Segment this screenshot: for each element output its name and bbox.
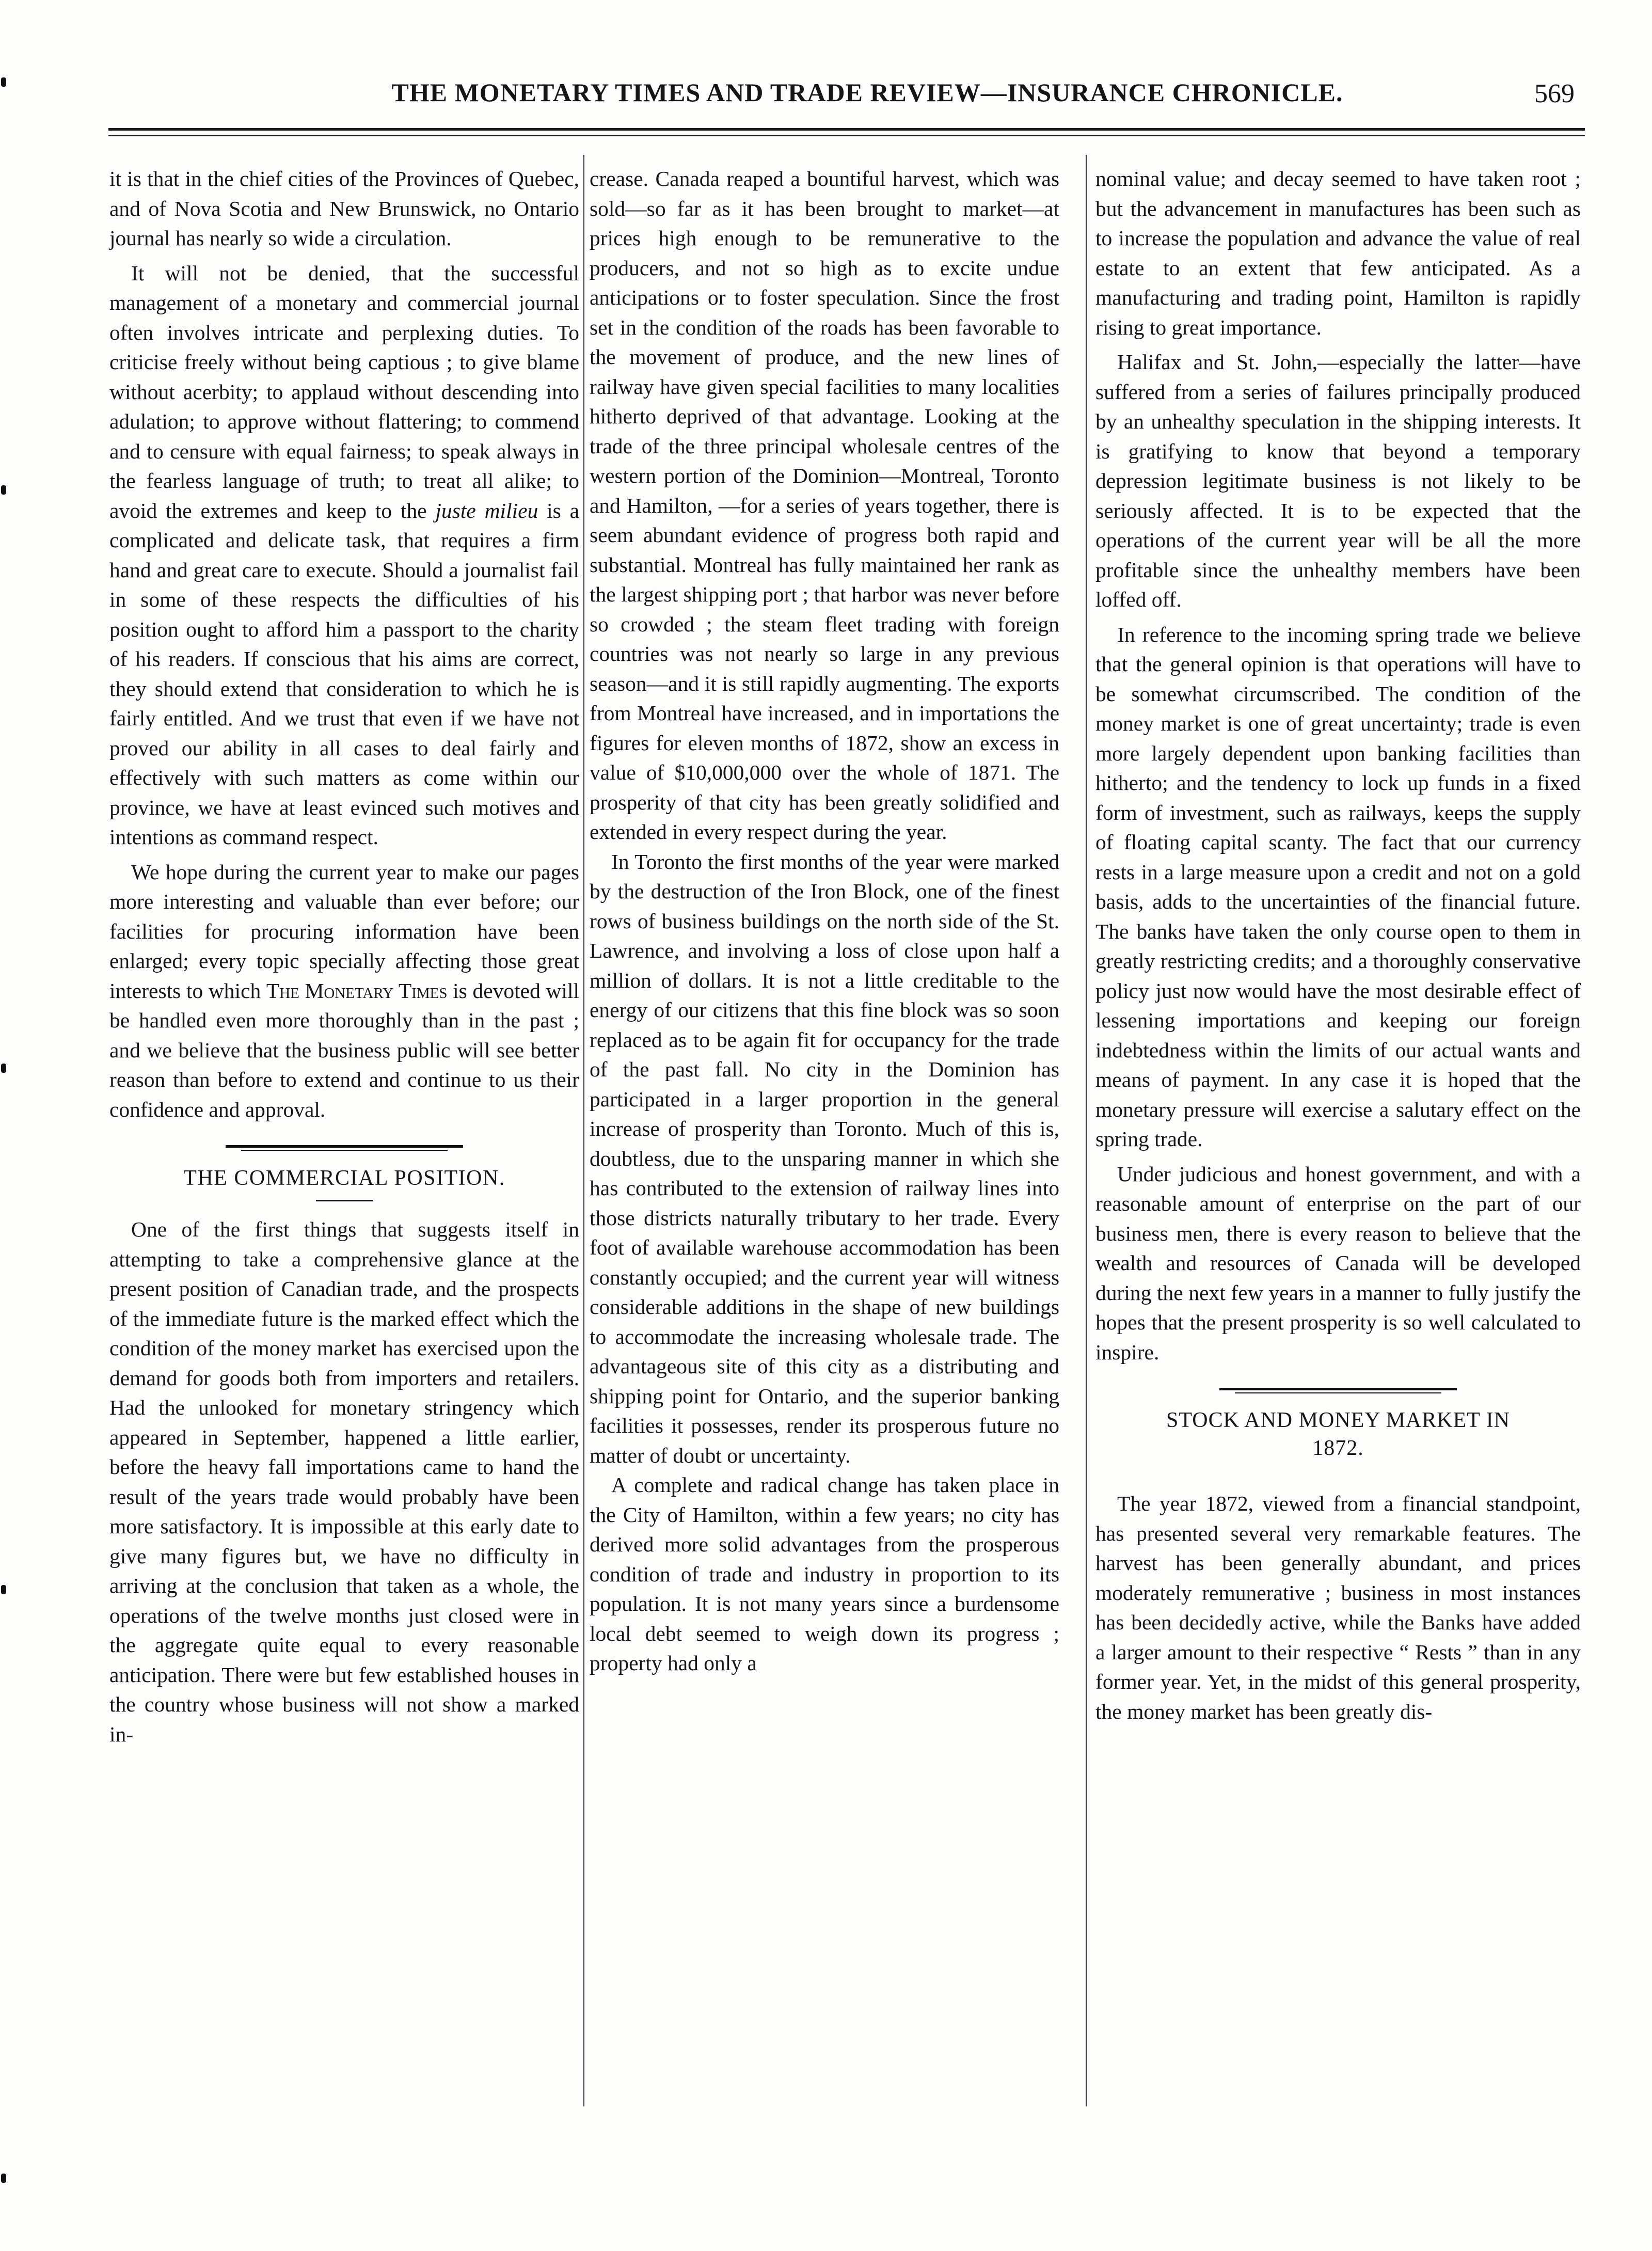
binding-mark — [1, 1585, 6, 1594]
text-run: is a complicated and delicate task, that requires a firm hand and great care to execute. Should a journalist fail in some of these respects the difficulties of his position ought to afford him a passport to the charity of his readers. If conscious that his aims are correct, they should extend that consideration to which he is fairly entitled. And we trust that even if we have not proved our ability in all cases to deal fairly and effectively with such matters as come within our province, we have at least evinced such motives and intentions as command respect. — [109, 498, 580, 849]
page-number: 569 — [1534, 79, 1575, 108]
paragraph — [109, 858, 579, 1125]
binding-mark — [1, 1064, 6, 1073]
text-run: is devoted will be handled even more thoroughly than in the past ; and we believe that the business public will see better reason than before to extend and continue to us their confidence and approval. — [109, 978, 580, 1121]
journal-name: The Monetary Times — [266, 978, 448, 1003]
section-ornament-rule — [226, 1145, 463, 1152]
paragraph — [109, 259, 579, 852]
header-rule-thin — [108, 135, 1585, 136]
heading-line: 1872. — [1312, 1436, 1364, 1460]
paragraph: The year 1872, viewed from a financial standpoint, has presented several very remarkable features. The harvest has been generally abundant, and prices moderately remunerative ; business in most instances has been decidedly active, while the Banks have added a larger amount to their respective “ Rests ” than in any former year. Yet, in the midst of this general prosperity, the money market has been greatly dis- — [1095, 1492, 1581, 1723]
column-2 — [590, 164, 1059, 1678]
binding-mark — [1, 485, 6, 495]
paragraph: Halifax and St. John,—especially the latter—have suffered from a series of failures principally produced by an unhealthy speculation in the shipping interests. It is gratifying to know that beyond a temporary depression legitimate business is not likely to be seriously affected. It is to be expected that the operations of the current year will be all the more profitable since the unhealthy members have been loffed off. — [1095, 350, 1581, 611]
italic-phrase: juste milieu — [435, 498, 538, 522]
text-run: It will not be denied, that the successful management of a monetary and commercial journal often involves intricate and perplexing duties. To criticise freely without being captious ; to give blame without acerbity; to applaud without descending into adulation; to approve without flattering; to commend and to censure with equal fairness; to speak always in the fearless language of truth; to treat all alike; to avoid the extremes and keep to the — [109, 261, 579, 522]
column-1 — [109, 164, 579, 1749]
page-header — [119, 77, 1575, 119]
paragraph: crease. Canada reaped a bountiful harvest, which was sold—so far as it has been brought to market—at prices high enough to be remunerative to the producers, and not so high as to excite undue anticipations or to foster speculation. Since the frost set in the condition of the roads has been favorable to the movement of produce, and the new lines of railway have given special facilities to many localities hitherto deprived of that advantage. Looking at the trade of the three principal wholesale centres of the western portion of the Dominion—Montreal, Toronto and Hamilton, —for a series of years together, there is seem abundant evidence of progress both rapid and substantial. Montreal has fully maintained her rank as the largest shipping port ; that harbor was never before so crowded ; the steam fleet trading with foreign countries was not nearly so large in any previous season—and it is still rapidly augmenting. The exports from Montreal have increased, and in importations the figures for eleven months of 1872, show an excess in value of $10,000,000 over the whole of 1871. The prosperity of that city has been greatly solidified and extended in every respect during the year. — [590, 167, 1059, 844]
column-divider-1 — [583, 155, 584, 2106]
binding-mark — [1, 2174, 6, 2183]
column-divider-2 — [1086, 155, 1087, 2106]
paragraph: One of the first things that suggests itself in attempting to take a comprehensive glance at the present position of Canadian trade, and the prospects of the immediate future is the marked effect which the condition of the money market has exercised upon the demand for goods both from importers and retailers. Had the unlooked for monetary stringency which appeared in September, happened a little earlier, before the heavy fall importations came to hand the result of the years trade would probably have been more satisfactory. It is impossible at this early date to give many figures but, we have no difficulty in arriving at the conclusion that taken as a whole, the operations of the twelve months just closed were in the aggregate quite equal to every reasonable anticipation. There were but few established houses in the country whose business will not show a marked in- — [109, 1217, 579, 1746]
text-run: We hope during the current year to make our pages more interesting and valuable than ever before; our facilities for procuring information have been enlarged; every topic specially affecting those great interests to which — [109, 860, 579, 1003]
heading-line: STOCK AND MONEY MARKET IN — [1166, 1408, 1510, 1432]
paragraph: Under judicious and honest government, and with a reasonable amount of enterprise on the part of our business men, there is every reason to believe that the wealth and resources of Canada will be developed during the next few years in a manner to fully justify the hopes that the present prosperity is so well calculated to inspire. — [1095, 1162, 1581, 1364]
section-heading: THE COMMERCIAL POSITION. — [183, 1166, 505, 1190]
paragraph: In reference to the incoming spring trade we believe that the general opinion is that operations will have to be somewhat circumscribed. The condition of the money market is one of great uncertainty; trade is even more largely dependent upon banking facilities than hitherto; and the tendency to lock up funds in a fixed form of investment, such as railways, keeps the supply of floating capital scanty. The fact that our currency rests in a large measure upon a credit and not on a gold basis, adds to the uncertainties of the financial future. The banks have taken the only course open to them in greatly restricting credits; and a thoroughly conservative policy just now would have the most desirable effect of lessening importations and keeping our foreign indebtedness within the limits of our actual wants and means of payment. In any case it is hoped that the monetary pressure will exercise a salutary effect on the spring trade. — [1095, 622, 1581, 1151]
column-3 — [1095, 164, 1581, 1726]
header-rule-thick — [108, 128, 1585, 131]
heading-short-rule — [316, 1200, 373, 1201]
binding-mark — [1, 77, 6, 87]
section-ornament-rule — [1219, 1388, 1457, 1395]
paragraph: In Toronto the first months of the year were marked by the destruction of the Iron Block, one of the finest rows of business buildings on the north side of the St. Lawrence, and involving a loss of close upon half a million of dollars. It is not a little creditable to the energy of our citizens that this fine block was so soon replaced as to be again fit for occupancy for the trade of the past fall. No city in the Dominion has participated in a larger proportion in the general increase of prosperity than Toronto. Much of this is, doubtless, due to the unsparing manner in which she has contributed to the extension of railway lines into those districts naturally tributary to her trade. Every foot of available warehouse accommodation has been constantly occupied; and the current year will witness considerable additions in the shape of new buildings to accommodate the increasing wholesale trade. The advantageous site of this city as a distributing and shipping point for Ontario, and the superior banking facilities it possesses, render its prosperous future no matter of doubt or uncertainty. — [590, 849, 1059, 1467]
section-heading — [1095, 1406, 1581, 1462]
paragraph: nominal value; and decay seemed to have taken root ; but the advancement in manufactures has been such as to increase the population and advance the value of real estate to an extent that few anticipated. As a manufacturing and trading point, Hamilton is rapidly rising to great importance. — [1095, 167, 1581, 339]
paragraph: A complete and radical change has taken place in the City of Hamilton, within a few years; no city has derived more solid advantages from the prosperous condition of trade and industry in proportion to its population. It is not many years since a burdensome local debt seemed to weigh down its progress ; property had only a — [590, 1473, 1059, 1675]
running-title: THE MONETARY TIMES AND TRADE REVIEW—INSURANCE CHRONICLE. — [391, 78, 1343, 107]
paragraph: it is that in the chief cities of the Provinces of Quebec, and of Nova Scotia and New Brunswick, no Ontario journal has nearly so wide a circulation. — [109, 167, 579, 250]
